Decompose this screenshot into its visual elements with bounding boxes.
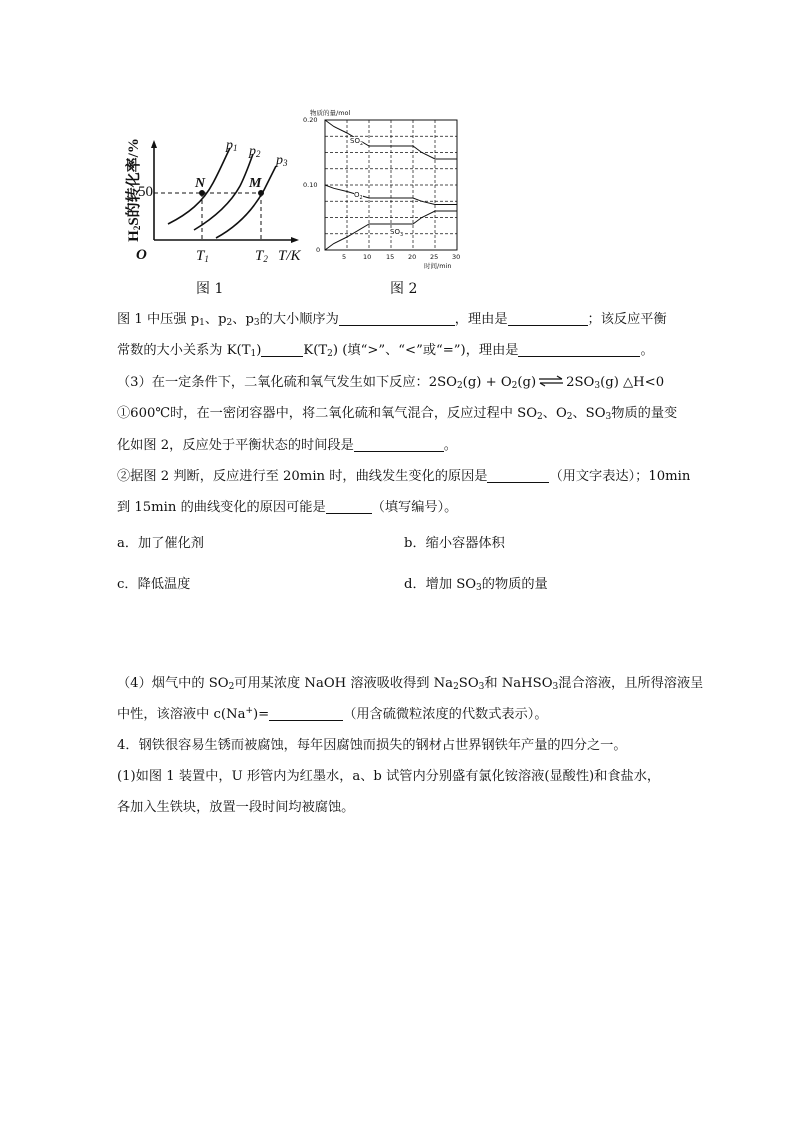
question-4-line-1: (1)如图 1 装置中，U 形管内为红墨水，a、b 试管内分别盛有氯化铵溶液(显酸性)和食盐水，	[117, 769, 661, 784]
option-d: d．增加 $SO_3$的物质的量	[404, 577, 548, 593]
fig1-xtick-T1: $T_1$	[196, 248, 209, 264]
figure-2-plot	[302, 108, 468, 274]
fig2-ylabel: 物质的量/mol	[310, 109, 351, 117]
figure-1	[118, 138, 308, 278]
question-line-1: 图 1 中压强 $p_1$、$p_2$、$p_3$的大小顺序为 ，理由是 ；该反应平衡	[117, 312, 667, 328]
question-4-line-2: 各加入生铁块，放置一段时间均被腐蚀。	[117, 800, 355, 815]
question-line-8: （4）烟气中的 $SO_2$可用某浓度 NaOH 溶液吸收得到 $Na_2SO_3$和 NaHSO$_3$混合溶液，且所得溶液呈	[117, 676, 704, 692]
answer-blank-reason-1[interactable]	[508, 312, 588, 326]
fig2-xtick-25: 25	[430, 253, 439, 261]
fig2-xlabel: 时间/min	[424, 262, 452, 270]
answer-blank-reason-2[interactable]	[518, 343, 640, 357]
fig1-x-arrow	[291, 237, 299, 243]
label-N: N	[195, 176, 206, 191]
question-line-4: ①600℃时，在一密闭容器中，将二氧化硫和氧气混合，反应过程中 $SO_2$、$O_2$、$SO_3$物质的量变	[117, 406, 678, 422]
fig2-label-SO2: $SO_2$	[350, 137, 364, 147]
fig2-xtick-30: 30	[452, 253, 461, 261]
answer-blank-20min-reason[interactable]	[487, 469, 549, 483]
answer-blank-k-compare[interactable]	[261, 343, 303, 357]
option-a: a．加了催化剂	[117, 536, 204, 551]
fig2-xtick-5: 5	[342, 253, 347, 261]
fig1-xtick-T2: $T_2$	[255, 248, 268, 264]
answer-blank-na-concentration[interactable]	[269, 707, 343, 721]
fig2-xtick-10: 10	[363, 253, 372, 261]
figure-2	[302, 108, 468, 274]
question-line-7: 到 15min 的曲线变化的原因可能是 （填写编号）。	[117, 500, 458, 515]
label-M: M	[249, 176, 262, 191]
curve-p3	[216, 166, 276, 238]
question-line-2: 常数的大小关系为 $K(T_1)$ $K(T_2)$ (填“>”、“<”或“=”)，理由是 。	[117, 343, 654, 359]
question-line-9: 中性，该溶液中 c(Na+)= （用含硫微粒浓度的代数式表示）。	[117, 706, 548, 722]
fig1-origin: O	[136, 247, 147, 263]
label-p3: $p_3$	[276, 153, 288, 168]
question-line-6: ②据图 2 判断，反应进行至 20min 时，曲线发生变化的原因是 （用文字表达）；10min	[117, 469, 691, 484]
figure-2-caption: 图 2	[390, 281, 418, 297]
answer-blank-pressure-order[interactable]	[339, 312, 455, 326]
fig1-xlabel: T/K	[278, 248, 301, 264]
label-p1: $p_1$	[226, 138, 238, 153]
fig1-y-arrow	[151, 140, 157, 148]
label-p2: $p_2$	[249, 144, 261, 159]
figure-1-caption: 图 1	[196, 281, 224, 297]
answer-blank-10-15min-option[interactable]	[326, 500, 372, 514]
question-line-3: （3）在一定条件下，二氧化硫和氧气发生如下反应：$2SO_2(g) + O_2(g)$ $2SO_3(g)$ △H<0	[117, 375, 665, 391]
option-c: c．降低温度	[117, 577, 191, 592]
fig2-ytick-0.20: 0.20	[303, 116, 318, 124]
question-4-title: 4．钢铁很容易生锈而被腐蚀，每年因腐蚀而损失的钢材占世界钢铁年产量的四分之一。	[117, 738, 627, 753]
fig2-ytick-0: 0	[316, 246, 321, 254]
fig2-xtick-15: 15	[386, 253, 395, 261]
option-b: b．缩小容器体积	[404, 536, 505, 551]
fig1-ylabel: $H_2S$的转化率/%	[126, 138, 142, 242]
fig2-ytick-0.10: 0.10	[303, 181, 318, 189]
answer-blank-equilibrium-period[interactable]	[354, 438, 444, 452]
equilibrium-arrow-icon	[538, 375, 564, 387]
question-line-5: 化如图 2，反应处于平衡状态的时间段是 。	[117, 438, 457, 453]
fig2-label-SO3: $SO_3$	[390, 228, 404, 238]
fig1-ytick-50: 50	[138, 184, 153, 200]
fig2-label-O2: $O_2$	[354, 191, 363, 201]
fig2-xtick-20: 20	[408, 253, 417, 261]
